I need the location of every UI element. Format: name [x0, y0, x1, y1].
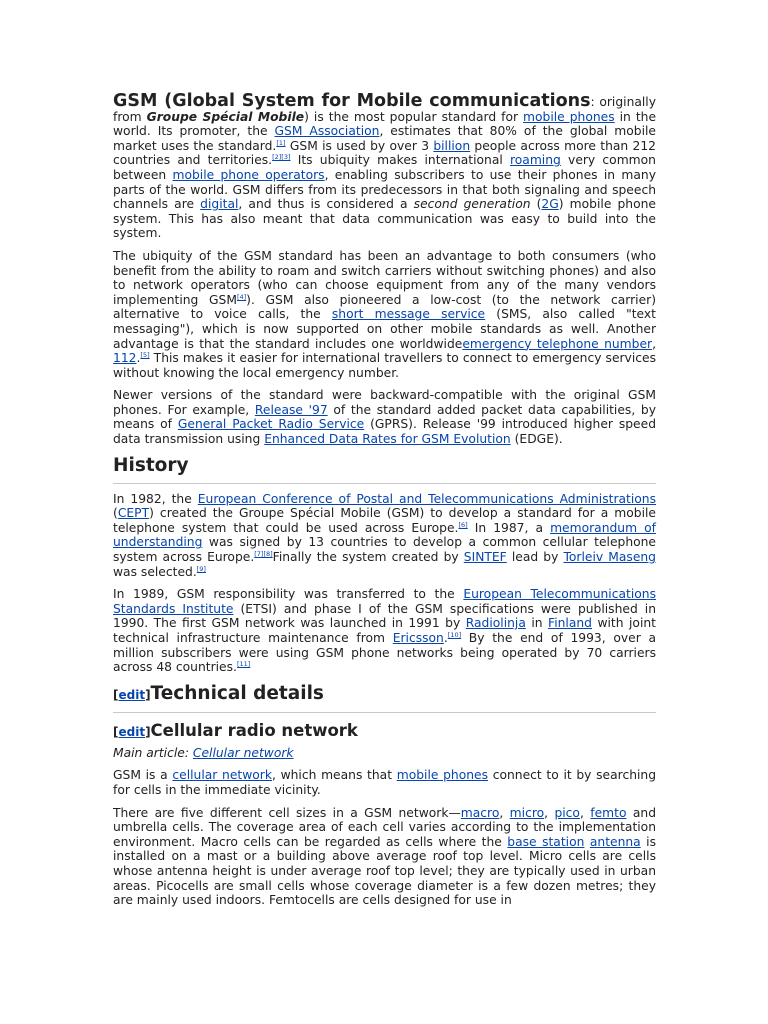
heading-history: History — [113, 455, 656, 484]
link-digital[interactable]: digital — [200, 197, 239, 212]
main-article-note: Main article: Cellular network — [113, 745, 294, 760]
link-cellular-network[interactable]: cellular network — [172, 768, 272, 783]
link-memorandum[interactable]: memorandum of understanding — [113, 520, 656, 550]
intro-paragraph: GSM (Global System for Mobile communications: originally from Groupe Spécial Mobile) is the most popular standard for mobile phones in the world. Its promoter, the GSM Association, estimates that 80% of the global mobile market uses the standard.[1] GSM is used by over 3 billion people across more than 212 countries and territories.[2][3] Its ubiquity makes international roaming very common between mobile phone operators, enabling subscribers to use their phones in many parts of the world. GSM differs from its predecessors in that both signaling and speech channels are digital, and thus is considered a second generation (2G) mobile phone system. This has also meant that data communication was easy to build into the system. — [113, 91, 657, 241]
heading-technical-details — [113, 683, 656, 713]
paragraph-newer-versions: Newer versions of the standard were backward-compatible with the original GSM phones. For example, Release '97 of the standard added packet data capabilities, by means of General Packet Radio Service (GPRS). Release '99 introduced higher speed data transmission using Enhanced Data Rates for GSM Evolution (EDGE). — [113, 388, 656, 447]
citation-link[interactable]: [4] — [236, 292, 247, 301]
link-micro[interactable]: micro — [509, 805, 545, 820]
link-short-message-service[interactable]: short message service — [331, 307, 486, 322]
edit-section: [edit] — [113, 724, 151, 739]
citation-link[interactable]: [6] — [458, 520, 468, 529]
link-cellular-network-article[interactable]: Cellular network — [192, 745, 294, 760]
link-ericsson[interactable]: Ericsson — [392, 631, 444, 645]
article-content — [113, 91, 657, 916]
link-cept[interactable]: CEPT — [117, 506, 150, 521]
link-finland[interactable]: Finland — [548, 616, 592, 631]
link-billion[interactable]: billion — [433, 138, 471, 153]
heading-cellular-radio-network — [113, 721, 656, 742]
paragraph-cellular-intro: GSM is a cellular network, which means that mobile phones connect to it by searching for cells in the immediate vicinity. — [113, 768, 657, 797]
link-sintef[interactable]: SINTEF — [463, 550, 507, 565]
citation-link[interactable]: [10] — [447, 631, 462, 639]
edit-link[interactable]: edit — [118, 687, 146, 702]
citation-link[interactable]: [9] — [196, 564, 206, 573]
link-roaming[interactable]: roaming — [509, 153, 561, 168]
link-mobile-phones[interactable]: mobile phones — [523, 109, 615, 124]
paragraph-cell-sizes: There are five different cell sizes in a GSM network—macro, micro, pico, femto and umbrella cells. The coverage area of each cell varies according to the implementation environment. Macro cells can be regarded as cells where the base station antenna is installed on a mast or a building above average roof top level. Micro cells are cells whose antenna height is under average roof top level; they are typically used in urban areas. Picocells are small cells whose coverage diameter is a few dozen metres; they are mainly used indoors. Femtocells are cells designed for use in — [113, 805, 657, 908]
link-2g[interactable]: 2G — [541, 197, 559, 212]
citation-link[interactable]: [11] — [236, 660, 251, 669]
paragraph-ubiquity: The ubiquity of the GSM standard has been an advantage to both consumers (who benefit from the ability to roam and switch carriers without switching phones) and also to network operators (who can choose equipment from any of the many vendors implementing GSM[4]). GSM also pioneered a low-cost (to the network carrier) alternative to voice calls, the short message service (SMS, also called "text messaging"), which is now supported on other mobile standards as well. Another advantage is that the standard includes one worldwideemergency telephone number, 112.[5] This makes it easier for international travellers to connect to emergency services without knowing the local emergency number. — [113, 248, 656, 380]
groupe-special-mobile: Groupe Spécial Mobile — [146, 109, 305, 124]
link-emergency-telephone-number[interactable]: emergency telephone number — [462, 336, 653, 351]
link-torleiv-maseng[interactable]: Torleiv Maseng — [563, 550, 656, 565]
link-gsm-association[interactable]: GSM Association — [274, 124, 380, 139]
paragraph-history-1989: In 1989, GSM responsibility was transferred to the European Telecommunications Standards Institute (ETSI) and phase I of the GSM specifications were published in 1990. The first GSM network was launched in 1991 by Radiolinja in Finland with joint technical infrastructure maintenance from Ericsson.[10] By the end of 1993, over a million subscribers were using GSM phone networks being operated by 70 carriers across 48 countries.[11] — [113, 587, 657, 675]
citation-link[interactable]: [7][8] — [254, 550, 273, 559]
edit-link[interactable]: edit — [118, 724, 146, 739]
link-release-97[interactable]: Release '97 — [254, 402, 328, 417]
link-gprs[interactable]: General Packet Radio Service — [177, 417, 365, 432]
link-mobile-phones[interactable]: mobile phones — [396, 768, 489, 783]
link-edge[interactable]: Enhanced Data Rates for GSM Evolution — [264, 432, 511, 447]
section-title: Technical details — [150, 682, 324, 704]
article-title-expanded: Global System for Mobile communications — [172, 91, 591, 111]
section-title: Cellular radio network — [150, 720, 358, 740]
link-112[interactable]: 112 — [113, 351, 137, 366]
link-pico[interactable]: pico — [554, 805, 580, 820]
link-mobile-phone-operators[interactable]: mobile phone operators — [172, 167, 325, 182]
link-femto[interactable]: femto — [590, 805, 627, 820]
citation-link[interactable]: [2][3] — [272, 153, 291, 162]
edit-section: [edit] — [113, 687, 151, 702]
article-title-term: GSM — [113, 91, 158, 111]
link-base-station[interactable]: base station — [507, 834, 585, 849]
link-antenna[interactable]: antenna — [589, 834, 641, 849]
citation-link[interactable]: [5] — [140, 351, 150, 360]
link-cept-full[interactable]: European Conference of Postal and Telecommunications Administrations — [197, 491, 656, 506]
link-macro[interactable]: macro — [460, 805, 500, 820]
link-radiolinja[interactable]: Radiolinja — [465, 616, 526, 631]
link-etsi[interactable]: European Telecommunications Standards Institute — [113, 587, 656, 616]
citation-link[interactable]: [1] — [276, 138, 286, 147]
paragraph-history-1982: In 1982, the European Conference of Postal and Telecommunications Administrations (CEPT) created the Groupe Spécial Mobile (GSM) to develop a standard for a mobile telephone system that could be used across Europe.[6] In 1987, a memorandum of understanding was signed by 13 countries to develop a common cellular telephone system across Europe.[7][8]Finally the system created by SINTEF lead by Torleiv Maseng was selected.[9] — [113, 491, 656, 579]
